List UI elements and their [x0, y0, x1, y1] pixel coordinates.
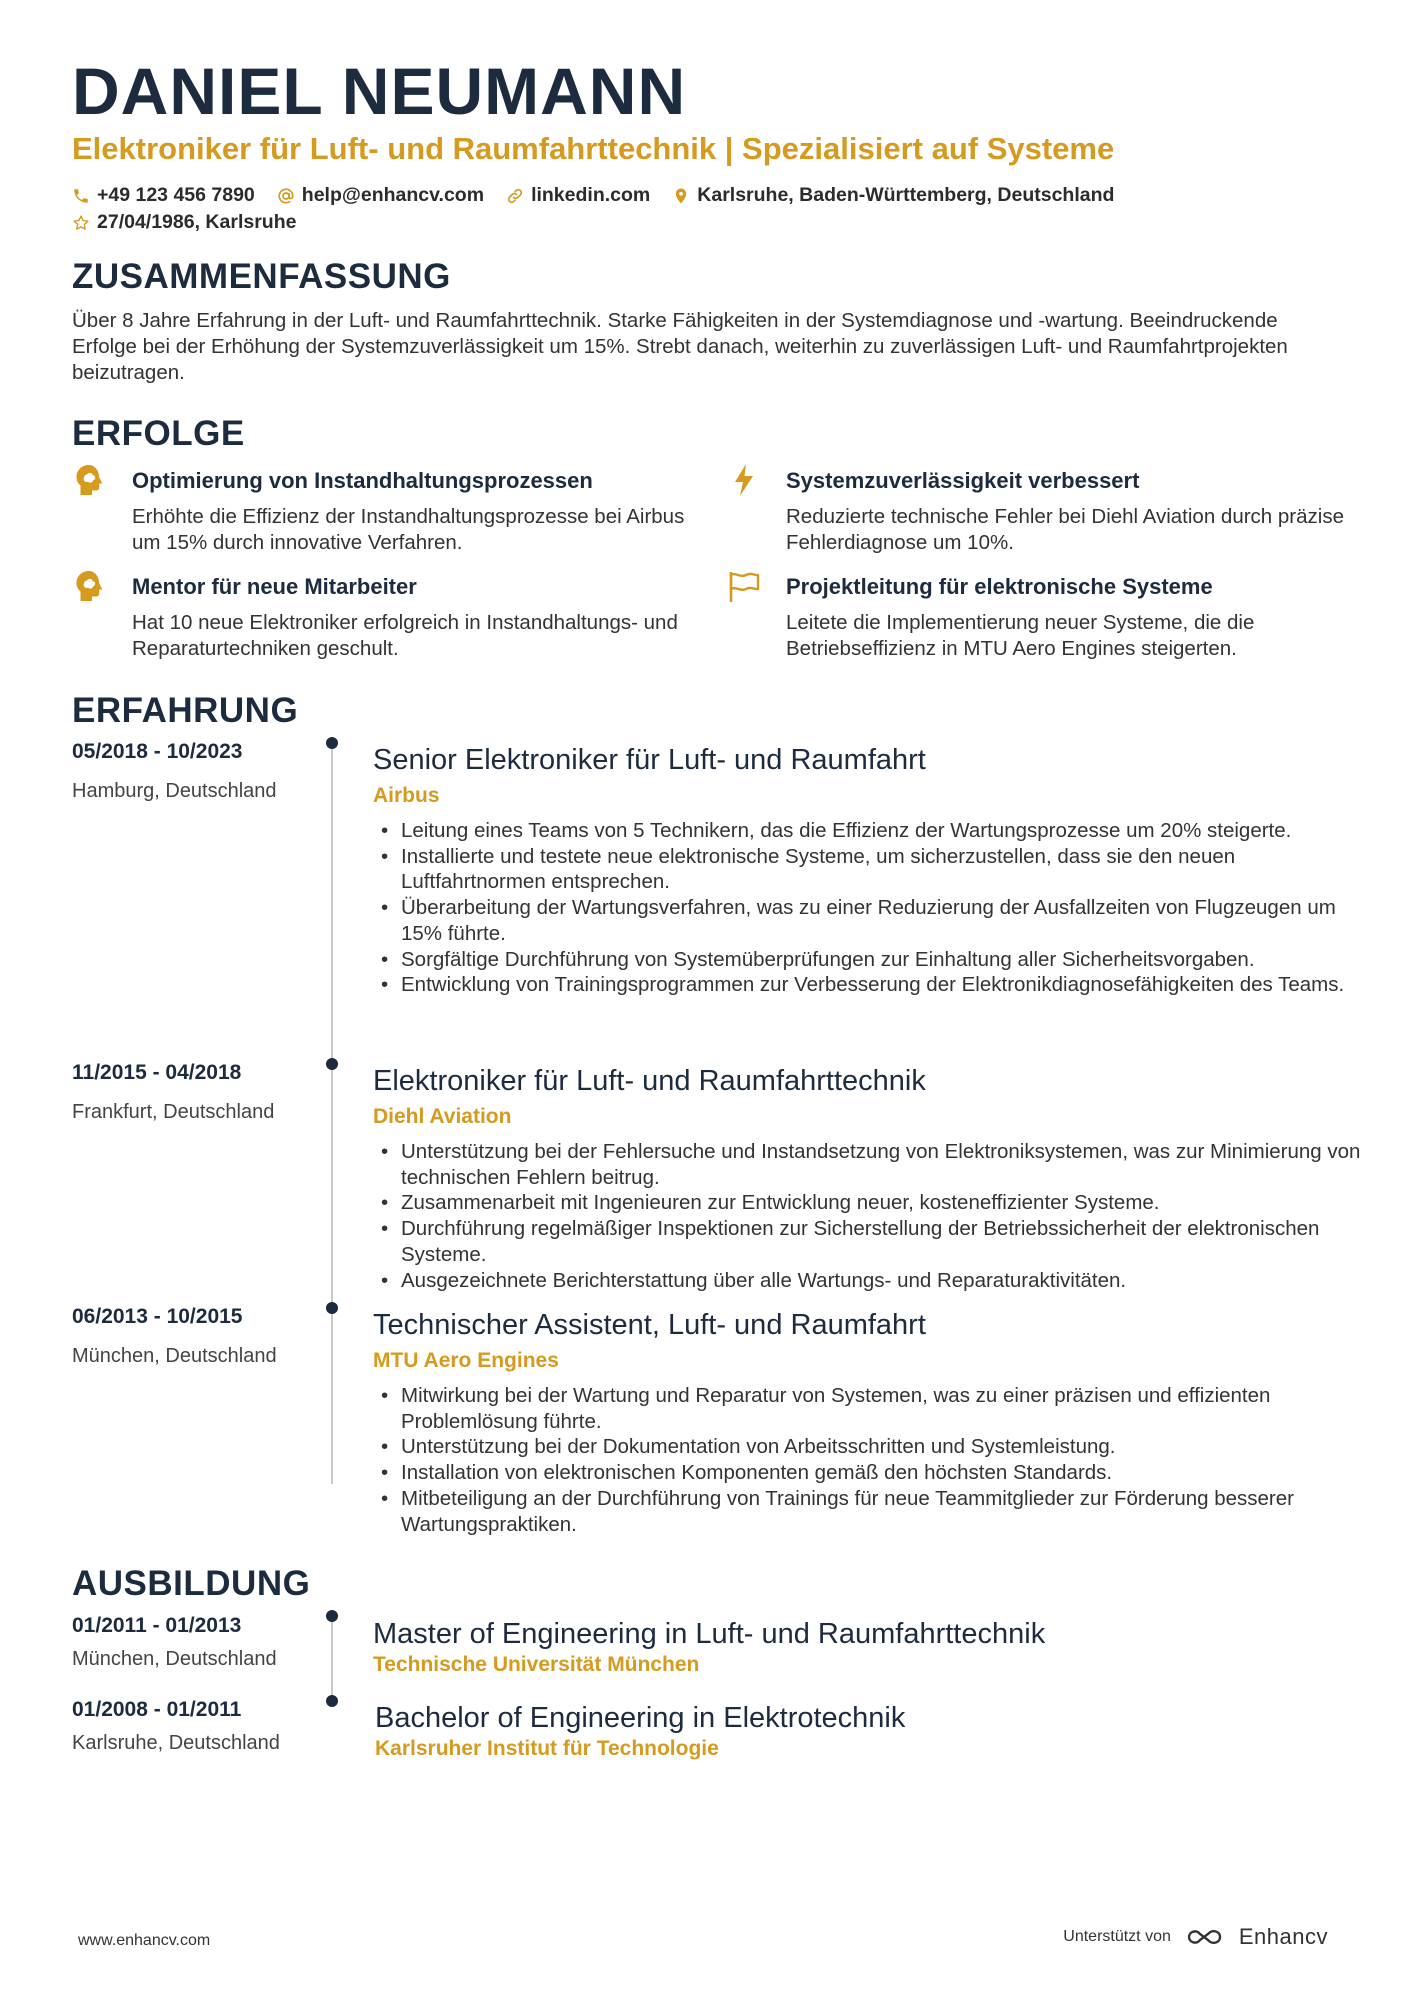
- contact-location: Karlsruhe, Baden-Württemberg, Deutschland: [672, 182, 1114, 209]
- footer-website[interactable]: www.enhancv.com: [78, 1932, 211, 1949]
- achievement-desc: Reduzierte technische Fehler bei Diehl Aviation durch präzise Fehlerdiagnose um 10%.: [786, 505, 1344, 554]
- achievement-desc: Hat 10 neue Elektroniker erfolgreich in Instandhaltungs- und Reparaturtechniken geschult.: [132, 611, 678, 660]
- contact-phone[interactable]: +49 123 456 7890: [72, 182, 255, 209]
- job-dates: 06/2013 - 10/2015: [72, 1305, 243, 1328]
- list-item: • Unterstützung bei der Fehlersuche und Instandsetzung von Elektroniksystemen, was zur Minimierung von technischen Fehlern beitrug.: [373, 1139, 1373, 1190]
- edu-location: Karlsruhe, Deutschland: [72, 1732, 280, 1754]
- footer-branding: [1063, 1924, 1328, 1950]
- edu-degree: Master of Engineering in Luft- und Raumfahrttechnik: [373, 1618, 1046, 1650]
- job-location: Frankfurt, Deutschland: [72, 1101, 275, 1123]
- timeline-dot: [326, 1058, 338, 1070]
- achievement-title: Projektleitung für elektronische Systeme: [786, 574, 1213, 599]
- achievements-heading: ERFOLGE: [72, 414, 245, 453]
- job-role: Technischer Assistent, Luft- und Raumfahrt: [373, 1309, 926, 1341]
- head-brain-icon: [72, 462, 108, 498]
- candidate-name: DANIEL NEUMANN: [72, 54, 687, 128]
- phone-icon: [72, 187, 90, 205]
- edu-dates: 01/2011 - 01/2013: [72, 1614, 242, 1637]
- edu-school: Karlsruher Institut für Technologie: [375, 1737, 719, 1760]
- edu-location: München, Deutschland: [72, 1648, 277, 1670]
- summary-heading: ZUSAMMENFASSUNG: [72, 257, 451, 296]
- candidate-title: Elektroniker für Luft- und Raumfahrttechnik | Spezialisiert auf Systeme: [72, 131, 1115, 166]
- contact-info: [72, 182, 1352, 236]
- contact-birth: 27/04/1986, Karlsruhe: [72, 209, 296, 236]
- enhancv-brand[interactable]: Enhancv: [1238, 1924, 1328, 1949]
- lightning-icon: [726, 462, 762, 498]
- achievement-title: Systemzuverlässigkeit verbessert: [786, 468, 1140, 493]
- timeline-dot: [326, 1695, 338, 1707]
- star-icon: [72, 214, 90, 232]
- list-item: • Installierte und testete neue elektronische Systeme, um sicherzustellen, dass sie den neuen Luftfahrtnormen entsprechen.: [373, 844, 1373, 895]
- timeline-dot: [326, 1610, 338, 1622]
- contact-linkedin[interactable]: linkedin.com: [506, 182, 650, 209]
- list-item: • Ausgezeichnete Berichterstattung über alle Wartungs- und Reparaturaktivitäten.: [373, 1268, 1373, 1294]
- job-company: Airbus: [373, 784, 440, 807]
- list-item: • Installation von elektronischen Komponenten gemäß den höchsten Standards.: [373, 1460, 1373, 1486]
- job-bullets: [373, 1383, 1373, 1537]
- enhancv-logo-icon: [1185, 1924, 1231, 1950]
- head-brain-icon: [72, 568, 108, 604]
- list-item: • Überarbeitung der Wartungsverfahren, was zu einer Reduzierung der Ausfallzeiten von Flugzeugen um 15% führte.: [373, 895, 1373, 946]
- job-bullets: [373, 1139, 1373, 1293]
- job-role: Senior Elektroniker für Luft- und Raumfahrt: [373, 744, 926, 776]
- achievement-title: Mentor für neue Mitarbeiter: [132, 574, 417, 599]
- summary-text: Über 8 Jahre Erfahrung in der Luft- und Raumfahrttechnik. Starke Fähigkeiten in der Systemdiagnose und -wartung. Beeindruckende Erfolge bei der Erhöhung der Systemzuverlässigkeit um 15%. Strebt danach, weiterhin zu zuverlässigen Luft- und Raumfahrtprojekten beizutragen.: [72, 309, 1288, 384]
- timeline-dot: [326, 737, 338, 749]
- job-company: Diehl Aviation: [373, 1105, 512, 1128]
- list-item: • Durchführung regelmäßiger Inspektionen zur Sicherstellung der Betriebssicherheit der elektronischen Systeme.: [373, 1216, 1373, 1267]
- edu-degree: Bachelor of Engineering in Elektrotechnik: [375, 1702, 906, 1734]
- powered-by-label: Unterstützt von: [1063, 1928, 1171, 1945]
- job-bullets: [373, 818, 1373, 998]
- list-item: • Mitbeteiligung an der Durchführung von Trainings für neue Teammitglieder zur Förderung besserer Wartungspraktiken.: [373, 1486, 1373, 1537]
- achievement-desc: Leitete die Implementierung neuer Systeme, die die Betriebseffizienz in MTU Aero Engines steigerten.: [786, 611, 1255, 660]
- experience-timeline-line: [331, 742, 333, 1484]
- flag-icon: [726, 568, 762, 604]
- contact-email[interactable]: help@enhancv.com: [277, 182, 484, 209]
- education-heading: AUSBILDUNG: [72, 1564, 311, 1603]
- job-dates: 11/2015 - 04/2018: [72, 1061, 242, 1084]
- education-timeline-line: [331, 1615, 333, 1695]
- list-item: • Mitwirkung bei der Wartung und Reparatur von Systemen, was zu einer präzisen und effizienten Problemlösung führte.: [373, 1383, 1373, 1434]
- job-dates: 05/2018 - 10/2023: [72, 740, 243, 763]
- job-company: MTU Aero Engines: [373, 1349, 559, 1372]
- experience-heading: ERFAHRUNG: [72, 691, 299, 730]
- list-item: • Unterstützung bei der Dokumentation von Arbeitsschritten und Systemleistung.: [373, 1434, 1373, 1460]
- achievement-desc: Erhöhte die Effizienz der Instandhaltungsprozesse bei Airbus um 15% durch innovative Verfahren.: [132, 505, 685, 554]
- at-icon: [277, 187, 295, 205]
- job-role: Elektroniker für Luft- und Raumfahrttechnik: [373, 1065, 926, 1097]
- timeline-dot: [326, 1302, 338, 1314]
- edu-dates: 01/2008 - 01/2011: [72, 1698, 242, 1721]
- list-item: • Zusammenarbeit mit Ingenieuren zur Entwicklung neuer, kosteneffizienter Systeme.: [373, 1190, 1373, 1216]
- list-item: • Leitung eines Teams von 5 Technikern, das die Effizienz der Wartungsprozesse um 20% steigerte.: [373, 818, 1373, 844]
- location-pin-icon: [672, 187, 690, 205]
- edu-school: Technische Universität München: [373, 1653, 700, 1676]
- link-icon: [506, 187, 524, 205]
- achievement-title: Optimierung von Instandhaltungsprozessen: [132, 468, 593, 493]
- list-item: • Entwicklung von Trainingsprogrammen zur Verbesserung der Elektronikdiagnosefähigkeiten des Teams.: [373, 972, 1373, 998]
- job-location: München, Deutschland: [72, 1345, 277, 1367]
- list-item: • Sorgfältige Durchführung von Systemüberprüfungen zur Einhaltung aller Sicherheitsvorgaben.: [373, 947, 1373, 973]
- job-location: Hamburg, Deutschland: [72, 780, 277, 802]
